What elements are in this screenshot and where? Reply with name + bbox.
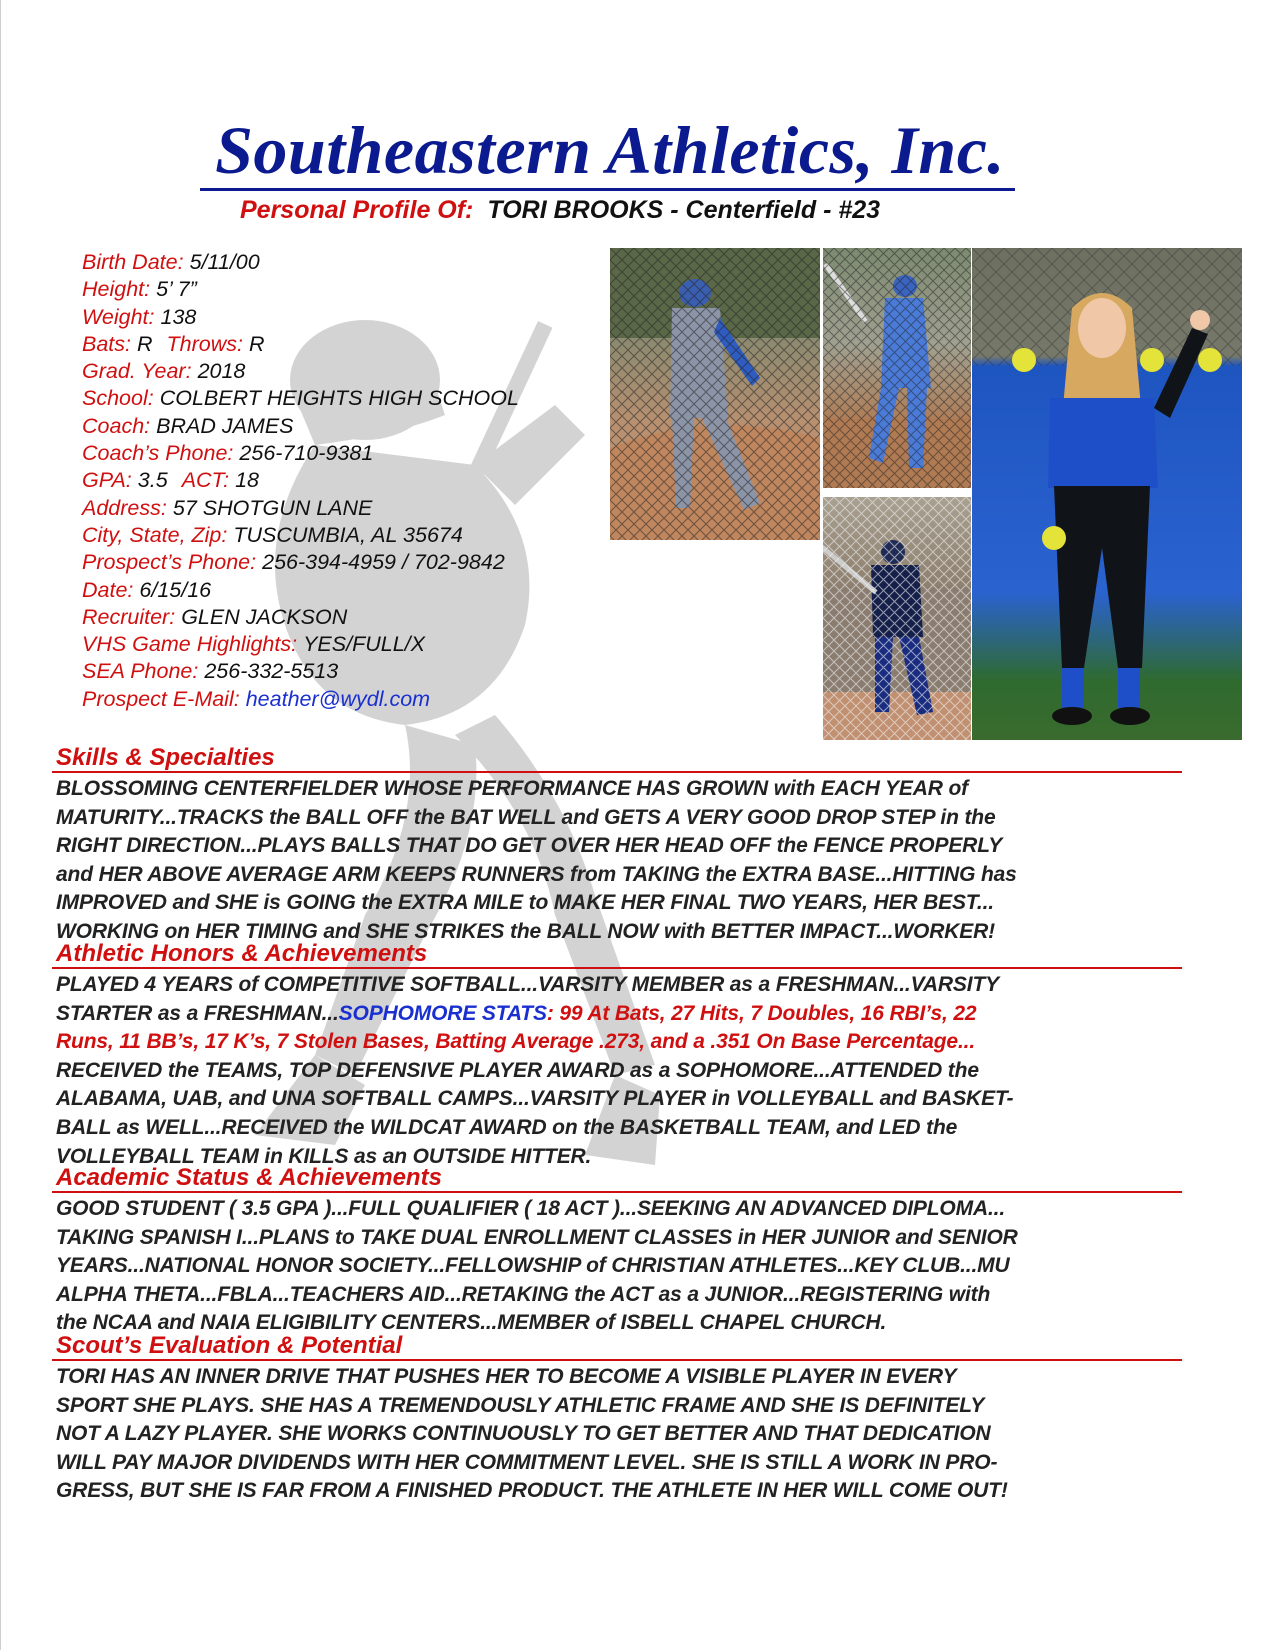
section-body-scout: TORI HAS AN INNER DRIVE THAT PUSHES HER TO BECOME A VISIBLE PLAYER IN EVERY SPORT SHE PLAYS. SHE HAS A TREMENDOUSLY ATHLETIC FRAME AND SHE IS DEFINITELY NOT A LAZY PLAYER. SHE WORKS CONTINUOUSLY TO GET BETTER AND THAT DEDICATION WILL PAY MAJOR DIVIDENDS WITH HER COMMITMENT LEVEL. SHE IS STILL A WORK IN PRO- GRESS, BUT SHE IS FAR FROM A FINISHED PRODUCT. THE ATHLETE IN HER WILL COME OUT!	[56, 1365, 1008, 1503]
info-prospect-phone: Prospect’s Phone: 256-394-4959 / 702-9842	[82, 550, 505, 575]
info-grad-year: Grad. Year: 2018	[82, 359, 246, 384]
sophomore-stats-label: SOPHOMORE STATS	[338, 1001, 547, 1025]
info-vhs-highlights: VHS Game Highlights: YES/FULL/X	[82, 632, 425, 657]
photo-baserunner	[610, 248, 820, 540]
page-edge	[0, 0, 1, 1650]
info-email: Prospect E-Mail: heather@wydl.com	[82, 686, 431, 711]
profile-label: Personal Profile Of:	[240, 196, 474, 224]
info-city-state-zip: City, State, Zip: TUSCUMBIA, AL 35674	[82, 522, 463, 547]
player-name: TORI BROOKS - Centerfield - #23	[487, 196, 881, 224]
info-school: School: COLBERT HEIGHTS HIGH SCHOOL	[82, 386, 519, 411]
section-heading-academic: Academic Status & Achievements	[56, 1164, 442, 1191]
player-info-list	[82, 249, 519, 713]
section-heading-athletic: Athletic Honors & Achievements	[56, 940, 428, 967]
info-height: Height: 5’ 7”	[82, 277, 197, 302]
section-rule-scout	[52, 1359, 1182, 1361]
section-body-athletic: PLAYED 4 YEARS of COMPETITIVE SOFTBALL...VARSITY MEMBER as a FRESHMAN...VARSITY STARTER as a FRESHMAN...SOPHOMORE STATS: 99 At Bats, 27 Hits, 7 Doubles, 16 RBI’s, 22 Runs, 11 BB’s, 17 K’s, 7 Stolen Bases, Batting Average .273, and a .351 On Base Percentage... RECEIVED the TEAMS, TOP DEFENSIVE PLAYER AWARD as a SOPHOMORE...ATTENDED the ALABAMA, UAB, and UNA SOFTBALL CAMPS...VARSITY PLAYER in VOLLEYBALL and BASKET- BALL as WELL...RECEIVED the WILDCAT AWARD on the BASKETBALL TEAM, and LED the VOLLEYBALL TEAM in KILLS as an OUTSIDE HITTER.	[56, 971, 1196, 1171]
section-heading-skills: Skills & Specialties	[56, 744, 275, 771]
section-body-skills: BLOSSOMING CENTERFIELDER WHOSE PERFORMANCE HAS GROWN with EACH YEAR of MATURITY...TRACKS the BALL OFF the BAT WELL and GETS A VERY GOOD DROP STEP in the RIGHT DIRECTION...PLAYS BALLS THAT DO GET OVER HER HEAD OFF the FENCE PROPERLY and HER ABOVE AVERAGE ARM KEEPS RUNNERS from TAKING the EXTRA BASE...HITTING has IMPROVED and SHE is GOING the EXTRA MILE to MAKE HER FINAL TWO YEARS, HER BEST... WORKING on HER TIMING and SHE STRIKES the BALL NOW with BETTER IMPACT...WORKER!	[56, 777, 1017, 943]
section-rule-academic	[52, 1191, 1182, 1193]
info-bats-throws: Bats: R Throws: R	[82, 331, 265, 356]
info-coach: Coach: BRAD JAMES	[82, 413, 294, 438]
profile-subtitle	[240, 196, 880, 225]
page-title: Southeastern Athletics, Inc.	[215, 112, 1005, 188]
photo-batting-swing	[823, 497, 971, 740]
section-rule-athletic	[52, 967, 1182, 969]
email-link[interactable]: heather@wydl.com	[245, 686, 431, 711]
info-sea-phone: SEA Phone: 256-332-5513	[82, 659, 339, 684]
photo-batting-stance	[823, 248, 971, 488]
sophomore-stats-line: Runs, 11 BB’s, 17 K’s, 7 Stolen Bases, Batting Average .273, and a .351 On Base Percentage...	[56, 1030, 976, 1054]
info-address: Address: 57 SHOTGUN LANE	[82, 495, 373, 520]
section-heading-scout: Scout’s Evaluation & Potential	[56, 1332, 403, 1359]
section-rule-skills	[52, 771, 1182, 773]
info-gpa-act: GPA: 3.5 ACT: 18	[82, 468, 259, 493]
info-date: Date: 6/15/16	[82, 577, 212, 602]
info-birth-date: Birth Date: 5/11/00	[82, 250, 260, 274]
section-body-academic: GOOD STUDENT ( 3.5 GPA )...FULL QUALIFIER ( 18 ACT )...SEEKING AN ADVANCED DIPLOMA... TAKING SPANISH I...PLANS to TAKE DUAL ENROLLMENT CLASSES in HER JUNIOR and SENIOR YEARS...NATIONAL HONOR SOCIETY...FELLOWSHIP of CHRISTIAN ATHLETES...KEY CLUB...MU ALPHA THETA...FBLA...TEACHERS AID...RETAKING the ACT as a JUNIOR...REGISTERING with the NCAA and NAIA ELIGIBILITY CENTERS...MEMBER of ISBELL CHAPEL CHURCH.	[56, 1197, 1018, 1335]
info-coach-phone: Coach’s Phone: 256-710-9381	[82, 441, 374, 466]
title-underline	[200, 188, 1015, 191]
info-recruiter: Recruiter: GLEN JACKSON	[82, 604, 348, 629]
photo-portrait	[972, 248, 1242, 740]
info-weight: Weight: 138	[82, 304, 197, 329]
